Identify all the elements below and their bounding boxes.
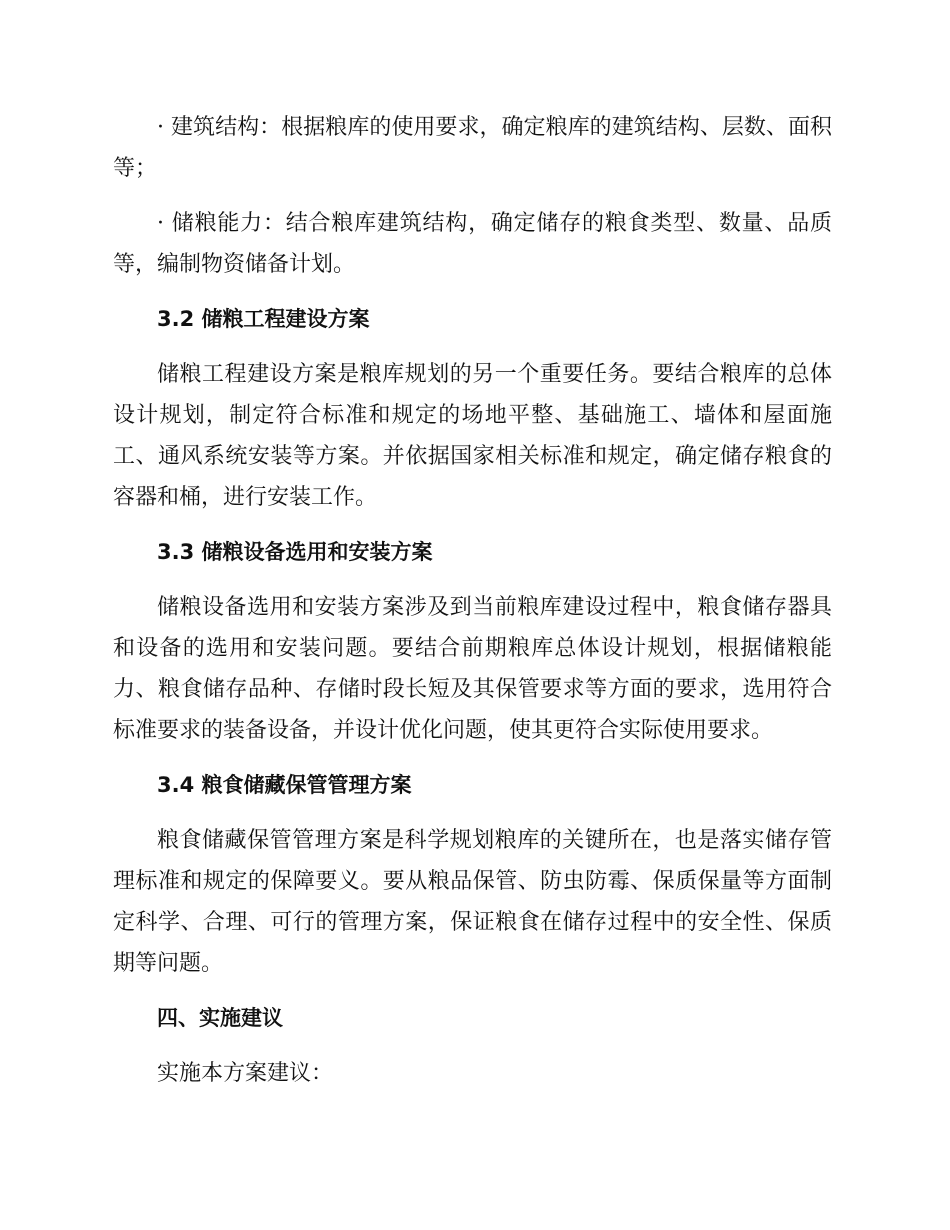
- chapter-heading-4: 四、实施建议: [157, 1006, 283, 1030]
- paragraph-3-2: 储粮工程建设方案是粮库规划的另一个重要任务。要结合粮库的总体设计规划，制定符合标准和规定的场地平整、基础施工、墙体和屋面施工、通风系统安装等方案。并依据国家相关标准和规定，确定储存粮食的容器和桶，进行安装工作。: [113, 362, 832, 510]
- section-heading-3-4: 3.4 粮食储藏保管管理方案: [157, 773, 412, 797]
- paragraph-implementation: 实施本方案建议：: [157, 1061, 334, 1086]
- section-heading-3-2: 3.2 储粮工程建设方案: [157, 307, 370, 331]
- bullet-building-structure: · 建筑结构：根据粮库的使用要求，确定粮库的建筑结构、层数、面积等；: [113, 115, 832, 181]
- bullet-storage-capacity: · 储粮能力：结合粮库建筑结构，确定储存的粮食类型、数量、品质等，编制物资储备计划。: [113, 211, 832, 277]
- paragraph-3-3: 储粮设备选用和安装方案涉及到当前粮库建设过程中，粮食储存器具和设备的选用和安装问题。要结合前期粮库总体设计规划，根据储粮能力、粮食储存品种、存储时段长短及其保管要求等方面的要求，选用符合标准要求的装备设备，并设计优化问题，使其更符合实际使用要求。: [113, 595, 832, 743]
- paragraph-3-4: 粮食储藏保管管理方案是科学规划粮库的关键所在，也是落实储存管理标准和规定的保障要义。要从粮品保管、防虫防霉、保质保量等方面制定科学、合理、可行的管理方案，保证粮食在储存过程中的安全性、保质期等问题。: [113, 828, 832, 976]
- section-heading-3-3: 3.3 储粮设备选用和安装方案: [157, 540, 433, 564]
